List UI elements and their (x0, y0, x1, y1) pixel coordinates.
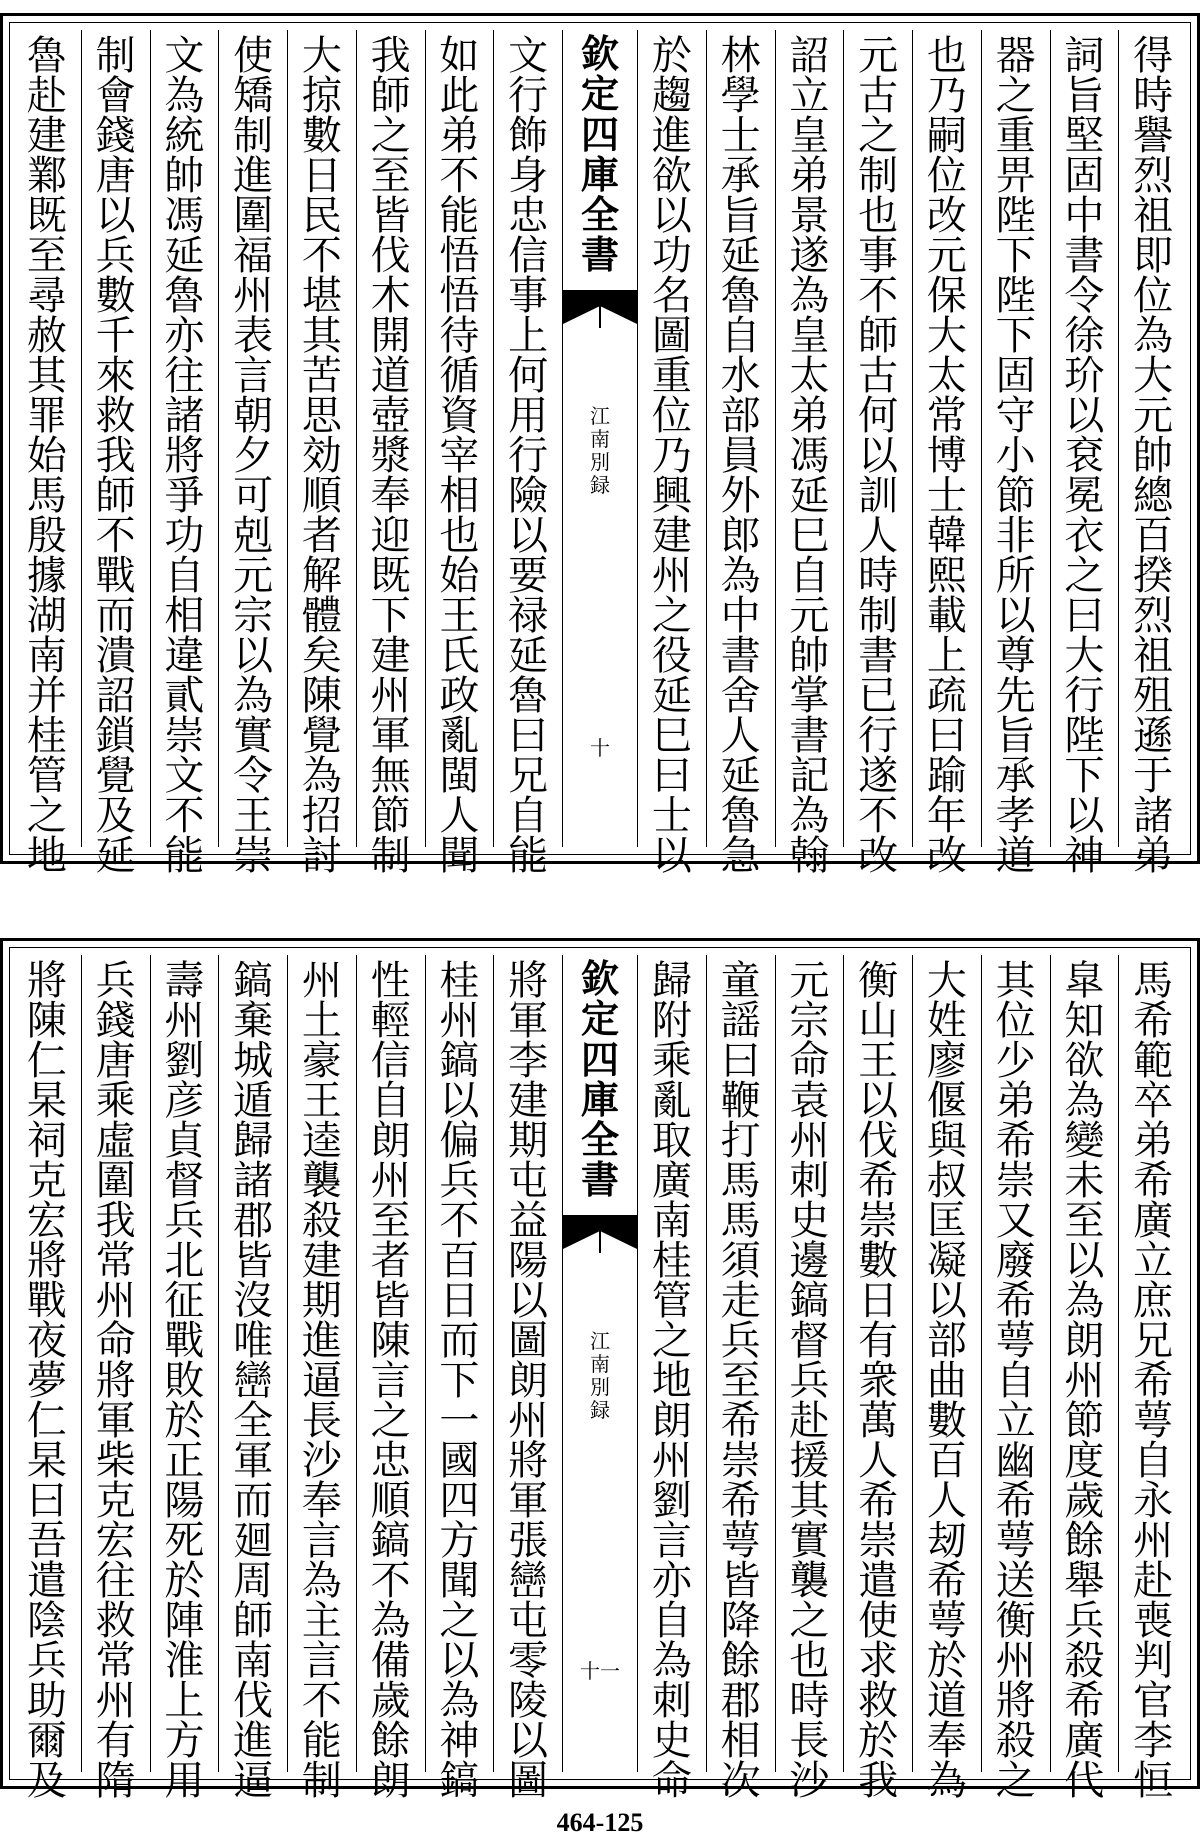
text-column (150, 955, 219, 1804)
text-column (843, 955, 912, 1804)
column-text: 得 時 譽 烈 祖 即 位 為 大 元 帥 總 百 揆 烈 祖 殂 遜 于 諸 弟 (1133, 33, 1174, 879)
text-column (425, 955, 494, 1804)
column-text: 童 謡 曰 鞭 打 馬 馬 須 走 兵 至 希 崇 希 萼 皆 降 餘 郡 相 次 (720, 958, 761, 1804)
column-text: 桂 州 鎬 以 偏 兵 不 百 日 而 下 一 國 四 方 聞 之 以 為 神 鎬 (439, 958, 480, 1804)
center-fold-column (562, 955, 637, 1772)
text-column (287, 955, 356, 1804)
text-column (912, 955, 981, 1804)
column-text: 鎬 棄 城 遁 歸 諸 郡 皆 沒 唯 巒 全 軍 而 廻 周 師 南 伐 進 逼 (233, 958, 274, 1804)
column-text: 衡 山 王 以 伐 希 崇 數 日 有 衆 萬 人 希 崇 遣 使 求 救 於 我 (858, 958, 899, 1804)
text-column (493, 955, 562, 1804)
book-title: 欽 定 四 庫 全 書 (580, 956, 619, 1203)
column-text: 將 軍 李 建 期 屯 益 陽 以 圖 朗 州 將 軍 張 巒 屯 零 陵 以 圖 (508, 958, 549, 1804)
column-text: 馬 希 範 卒 弟 希 廣 立 庶 兄 希 萼 自 永 州 赴 喪 判 官 李 恒 (1133, 958, 1174, 1804)
column-text: 元 宗 命 袁 州 刺 史 邊 鎬 督 兵 赴 援 其 實 襲 之 也 時 長 沙 (789, 958, 830, 1804)
text-column (1050, 955, 1119, 1804)
column-text: 將 陳 仁 杲 祠 克 宏 將 戰 夜 夢 仁 杲 曰 吾 遣 陰 兵 助 爾 及 (26, 958, 67, 1804)
text-column (981, 30, 1050, 879)
column-text: 於 趨 進 欲 以 功 名 圖 重 位 乃 興 建 州 之 役 延 巳 曰 士 以 (651, 33, 692, 879)
text-column (775, 30, 844, 879)
text-column (13, 955, 81, 1804)
column-text: 皐 知 欲 為 變 未 至 以 為 朗 州 節 度 歲 餘 舉 兵 殺 希 廣 代 (1064, 958, 1105, 1804)
column-text: 文 行 飾 身 忠 信 事 上 何 用 行 險 以 要 禄 延 魯 曰 兄 自 能 (508, 33, 549, 879)
leaf-number: 十一 (580, 1659, 620, 1683)
column-text: 器 之 重 畀 陛 下 陛 下 固 守 小 節 非 所 以 尊 先 旨 承 孝 道 (995, 33, 1036, 879)
column-text: 大 姓 廖 偃 與 叔 匡 凝 以 部 曲 數 百 人 刼 希 萼 於 道 奉 為 (926, 958, 967, 1804)
text-column (775, 955, 844, 1804)
column-text: 大 掠 數 日 民 不 堪 其 苦 思 効 順 者 解 體 矣 陳 覺 為 招 討 (301, 33, 342, 879)
column-text: 兵 錢 唐 乘 虛 圍 我 常 州 命 將 軍 柴 克 宏 往 救 常 州 有 隋 (95, 958, 136, 1804)
text-column (287, 30, 356, 879)
column-text: 壽 州 劉 彦 貞 督 兵 北 征 戰 敗 於 正 陽 死 於 陣 淮 上 方 用 (164, 958, 205, 1804)
text-column (637, 30, 706, 879)
text-column (912, 30, 981, 879)
text-column (13, 30, 81, 879)
upper-page-columns (13, 30, 1187, 879)
upper-page (0, 13, 1200, 879)
text-column (81, 30, 150, 879)
text-column (1118, 955, 1187, 1804)
text-column (843, 30, 912, 879)
column-text: 魯 赴 建 鄴 既 至 尋 赦 其 罪 始 馬 殷 據 湖 南 并 桂 管 之 地 (26, 33, 67, 879)
column-text: 性 輕 信 自 朗 州 至 者 皆 陳 言 之 忠 順 鎬 不 為 備 歲 餘 朗 (370, 958, 411, 1804)
lower-page-columns (13, 955, 1187, 1804)
column-text: 文 為 統 帥 馮 延 魯 亦 往 諸 將 爭 功 自 相 違 貳 崇 文 不 能 (164, 33, 205, 879)
column-text: 詔 立 皇 弟 景 遂 為 皇 太 弟 馮 延 巳 自 元 帥 掌 書 記 為 翰 (789, 33, 830, 879)
section-title: 江 南 別 録 (590, 1329, 610, 1422)
page-number-footer: 464-125 (556, 1808, 644, 1837)
text-column (81, 955, 150, 1804)
text-column (981, 955, 1050, 1804)
column-text: 如 此 弟 不 能 悟 悟 待 循 資 宰 相 也 始 王 氏 政 亂 閩 人 聞 (439, 33, 480, 879)
lower-page (0, 938, 1200, 1804)
text-column (706, 955, 775, 1804)
text-column (1050, 30, 1119, 879)
column-text: 使 矯 制 進 圍 福 州 表 言 朝 夕 可 剋 元 宗 以 為 實 令 王 崇 (233, 33, 274, 879)
book-title: 欽 定 四 庫 全 書 (580, 31, 619, 278)
column-text: 其 位 少 弟 希 崇 又 廢 希 萼 自 立 幽 希 萼 送 衡 州 將 殺 之 (995, 958, 1036, 1804)
column-text: 制 會 錢 唐 以 兵 數 千 來 救 我 師 不 戰 而 潰 詔 鎖 覺 及 延 (95, 33, 136, 879)
fish-tail-mark-icon (563, 290, 637, 328)
text-column (356, 30, 425, 879)
column-text: 林 學 士 承 旨 延 魯 自 水 部 員 外 郎 為 中 書 舍 人 延 魯 急 (720, 33, 761, 879)
column-text: 州 土 豪 王 逵 襲 殺 建 期 進 逼 長 沙 奉 言 為 主 言 不 能 制 (301, 958, 342, 1804)
text-column (493, 30, 562, 879)
text-column (150, 30, 219, 879)
text-column (218, 30, 287, 879)
text-column (356, 955, 425, 1804)
leaf-number: 十 (590, 736, 610, 760)
text-column (425, 30, 494, 879)
fish-tail-mark-icon (563, 1215, 637, 1253)
column-text: 也 乃 嗣 位 改 元 保 大 太 常 博 士 韓 熙 載 上 疏 曰 踰 年 改 (926, 33, 967, 879)
column-text: 詞 旨 堅 固 中 書 令 徐 玠 以 袞 冕 衣 之 曰 大 行 陛 下 以 神 (1064, 33, 1105, 879)
column-text: 歸 附 乘 亂 取 廣 南 桂 管 之 地 朗 州 劉 言 亦 自 為 刺 史 命 (651, 958, 692, 1804)
text-column (1118, 30, 1187, 879)
section-title: 江 南 別 録 (590, 404, 610, 497)
column-text: 元 古 之 制 也 事 不 師 古 何 以 訓 人 時 制 書 已 行 遂 不 改 (858, 33, 899, 879)
text-column (218, 955, 287, 1804)
center-fold-column (562, 30, 637, 847)
column-text: 我 師 之 至 皆 伐 木 開 道 壺 漿 奉 迎 既 下 建 州 軍 無 節 制 (370, 33, 411, 879)
text-column (637, 955, 706, 1804)
text-column (706, 30, 775, 879)
